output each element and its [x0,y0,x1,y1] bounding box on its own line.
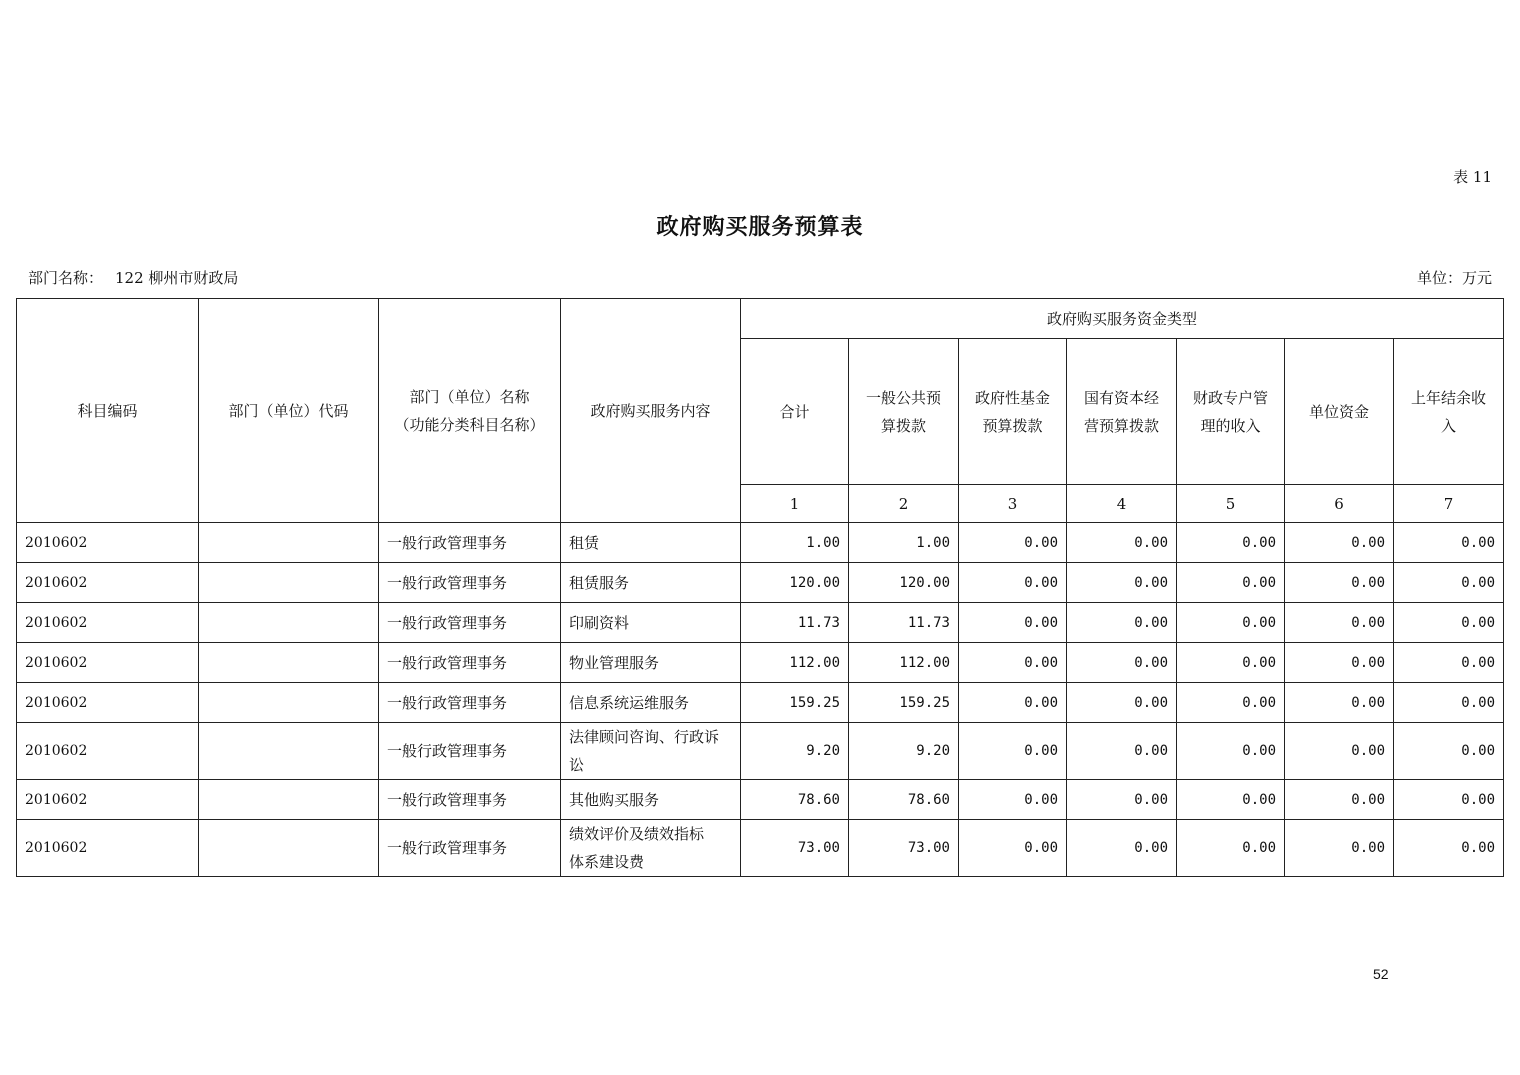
cell-amount-2: 73.00 [849,820,959,877]
cell-amount-6: 0.00 [1285,723,1394,780]
cell-amount-5: 0.00 [1177,563,1285,603]
table-row [17,683,1504,723]
header-content: 政府购买服务内容 [561,299,741,523]
header-dept-name-line2: （功能分类科目名称） [394,415,545,434]
cell-subject-code: 2010602 [17,643,199,683]
cell-dept-name: 一般行政管理事务 [379,523,561,563]
cell-amount-3: 0.00 [959,820,1067,877]
header-col-5 [1177,339,1285,485]
cell-amount-5: 0.00 [1177,523,1285,563]
cell-amount-1: 112.00 [741,643,849,683]
cell-amount-1: 73.00 [741,820,849,877]
cell-content [561,820,741,877]
cell-dept-name: 一般行政管理事务 [379,683,561,723]
cell-amount-6: 0.00 [1285,683,1394,723]
cell-dept-name: 一般行政管理事务 [379,643,561,683]
table-row [17,563,1504,603]
cell-amount-5: 0.00 [1177,723,1285,780]
header-col-line2: 预算拨款 [982,416,1043,435]
cell-amount-4: 0.00 [1067,563,1177,603]
cell-amount-3: 0.00 [959,780,1067,820]
cell-amount-5: 0.00 [1177,820,1285,877]
cell-amount-4: 0.00 [1067,820,1177,877]
cell-amount-7: 0.00 [1394,563,1504,603]
cell-amount-5: 0.00 [1177,683,1285,723]
cell-subject-code: 2010602 [17,603,199,643]
cell-content-line1: 法律顾问咨询、行政诉 [569,728,720,746]
cell-amount-3: 0.00 [959,603,1067,643]
header-col-line1: 合计 [779,402,810,421]
cell-amount-1: 120.00 [741,563,849,603]
table-row [17,723,1504,780]
department-value: 122 柳州市财政局 [115,269,239,287]
page-number: 52 [1373,966,1389,982]
cell-content [561,563,741,603]
header-col-1 [741,339,849,485]
cell-content-line1: 其他购买服务 [569,790,660,809]
header-col-line2: 算拨款 [880,416,926,435]
cell-amount-3: 0.00 [959,723,1067,780]
table-row [17,780,1504,820]
cell-dept-name: 一般行政管理事务 [379,563,561,603]
cell-dept-code [199,643,379,683]
cell-dept-code [199,723,379,780]
cell-amount-1: 1.00 [741,523,849,563]
cell-amount-4: 0.00 [1067,780,1177,820]
cell-amount-1: 159.25 [741,683,849,723]
cell-subject-code: 2010602 [17,780,199,820]
cell-dept-code [199,523,379,563]
cell-amount-1: 9.20 [741,723,849,780]
cell-amount-3: 0.00 [959,643,1067,683]
header-col-number: 6 [1285,485,1394,523]
cell-amount-7: 0.00 [1394,683,1504,723]
cell-amount-4: 0.00 [1067,723,1177,780]
cell-amount-3: 0.00 [959,683,1067,723]
cell-amount-2: 78.60 [849,780,959,820]
header-col-line1: 政府性基金 [974,388,1050,407]
cell-amount-7: 0.00 [1394,603,1504,643]
header-fund-type: 政府购买服务资金类型 [741,299,1504,339]
cell-amount-3: 0.00 [959,523,1067,563]
header-col-number: 3 [959,485,1067,523]
header-col-line1: 国有资本经 [1083,388,1159,407]
cell-content [561,643,741,683]
cell-amount-6: 0.00 [1285,523,1394,563]
header-col-6 [1285,339,1394,485]
cell-dept-code [199,603,379,643]
cell-amount-2: 11.73 [849,603,959,643]
cell-amount-7: 0.00 [1394,523,1504,563]
cell-dept-name: 一般行政管理事务 [379,603,561,643]
cell-content [561,523,741,563]
table-row [17,820,1504,877]
cell-amount-1: 11.73 [741,603,849,643]
header-dept-name [379,299,561,523]
cell-content-line1: 信息系统运维服务 [569,693,690,712]
cell-content [561,780,741,820]
header-col-number: 5 [1177,485,1285,523]
header-col-3 [959,339,1067,485]
unit-label: 单位：万元 [1416,269,1492,287]
header-row-1 [17,299,1504,339]
cell-dept-code [199,683,379,723]
cell-amount-7: 0.00 [1394,780,1504,820]
cell-dept-name: 一般行政管理事务 [379,820,561,877]
table-body [17,523,1504,877]
cell-amount-2: 112.00 [849,643,959,683]
header-col-number: 7 [1394,485,1504,523]
cell-amount-2: 120.00 [849,563,959,603]
cell-amount-6: 0.00 [1285,643,1394,683]
cell-dept-code [199,563,379,603]
cell-content [561,603,741,643]
cell-amount-4: 0.00 [1067,643,1177,683]
cell-content-line1: 租赁 [569,533,600,552]
cell-amount-7: 0.00 [1394,820,1504,877]
page-title: 政府购买服务预算表 [656,214,864,240]
header-dept-code: 部门（单位）代码 [199,299,379,523]
cell-dept-name: 一般行政管理事务 [379,723,561,780]
header-col-line1: 一般公共预 [865,388,941,407]
header-col-number: 2 [849,485,959,523]
header-col-line1: 财政专户管 [1192,388,1268,407]
cell-amount-5: 0.00 [1177,603,1285,643]
cell-subject-code: 2010602 [17,563,199,603]
cell-amount-4: 0.00 [1067,523,1177,563]
cell-amount-5: 0.00 [1177,643,1285,683]
header-col-line1: 上年结余收 [1410,388,1486,407]
cell-subject-code: 2010602 [17,723,199,780]
department-label: 部门名称： [28,269,104,287]
cell-subject-code: 2010602 [17,820,199,877]
header-col-7 [1394,339,1504,485]
header-col-number: 1 [741,485,849,523]
header-col-2 [849,339,959,485]
cell-dept-code [199,820,379,877]
cell-amount-2: 1.00 [849,523,959,563]
cell-amount-4: 0.00 [1067,603,1177,643]
cell-amount-4: 0.00 [1067,683,1177,723]
cell-amount-2: 159.25 [849,683,959,723]
cell-amount-5: 0.00 [1177,780,1285,820]
cell-content-line1: 物业管理服务 [569,653,660,672]
cell-amount-7: 0.00 [1394,643,1504,683]
cell-content [561,723,741,780]
cell-content [561,683,741,723]
table-row [17,643,1504,683]
header-col-line2: 入 [1440,416,1456,435]
cell-content-line2: 讼 [569,756,585,774]
cell-amount-1: 78.60 [741,780,849,820]
cell-amount-6: 0.00 [1285,563,1394,603]
cell-content-line2: 体系建设费 [569,853,645,871]
header-subject-code: 科目编码 [17,299,199,523]
cell-amount-3: 0.00 [959,563,1067,603]
cell-content-line1: 租赁服务 [569,573,630,592]
cell-amount-6: 0.00 [1285,820,1394,877]
table-number: 表 11 [1453,168,1492,186]
cell-amount-6: 0.00 [1285,603,1394,643]
cell-content-line1: 绩效评价及绩效指标 [569,825,705,843]
header-col-line1: 单位资金 [1308,402,1369,421]
table-row [17,523,1504,563]
table-row [17,603,1504,643]
cell-subject-code: 2010602 [17,683,199,723]
cell-dept-code [199,780,379,820]
department-line [28,267,238,288]
header-col-4 [1067,339,1177,485]
header-col-line2: 营预算拨款 [1083,416,1159,435]
cell-content-line1: 印刷资料 [569,613,630,632]
cell-dept-name: 一般行政管理事务 [379,780,561,820]
cell-subject-code: 2010602 [17,523,199,563]
header-col-line2: 理的收入 [1200,416,1261,435]
budget-table [16,298,1504,877]
cell-amount-6: 0.00 [1285,780,1394,820]
cell-amount-2: 9.20 [849,723,959,780]
header-col-number: 4 [1067,485,1177,523]
header-dept-name-line1: 部门（单位）名称 [409,387,530,406]
cell-amount-7: 0.00 [1394,723,1504,780]
